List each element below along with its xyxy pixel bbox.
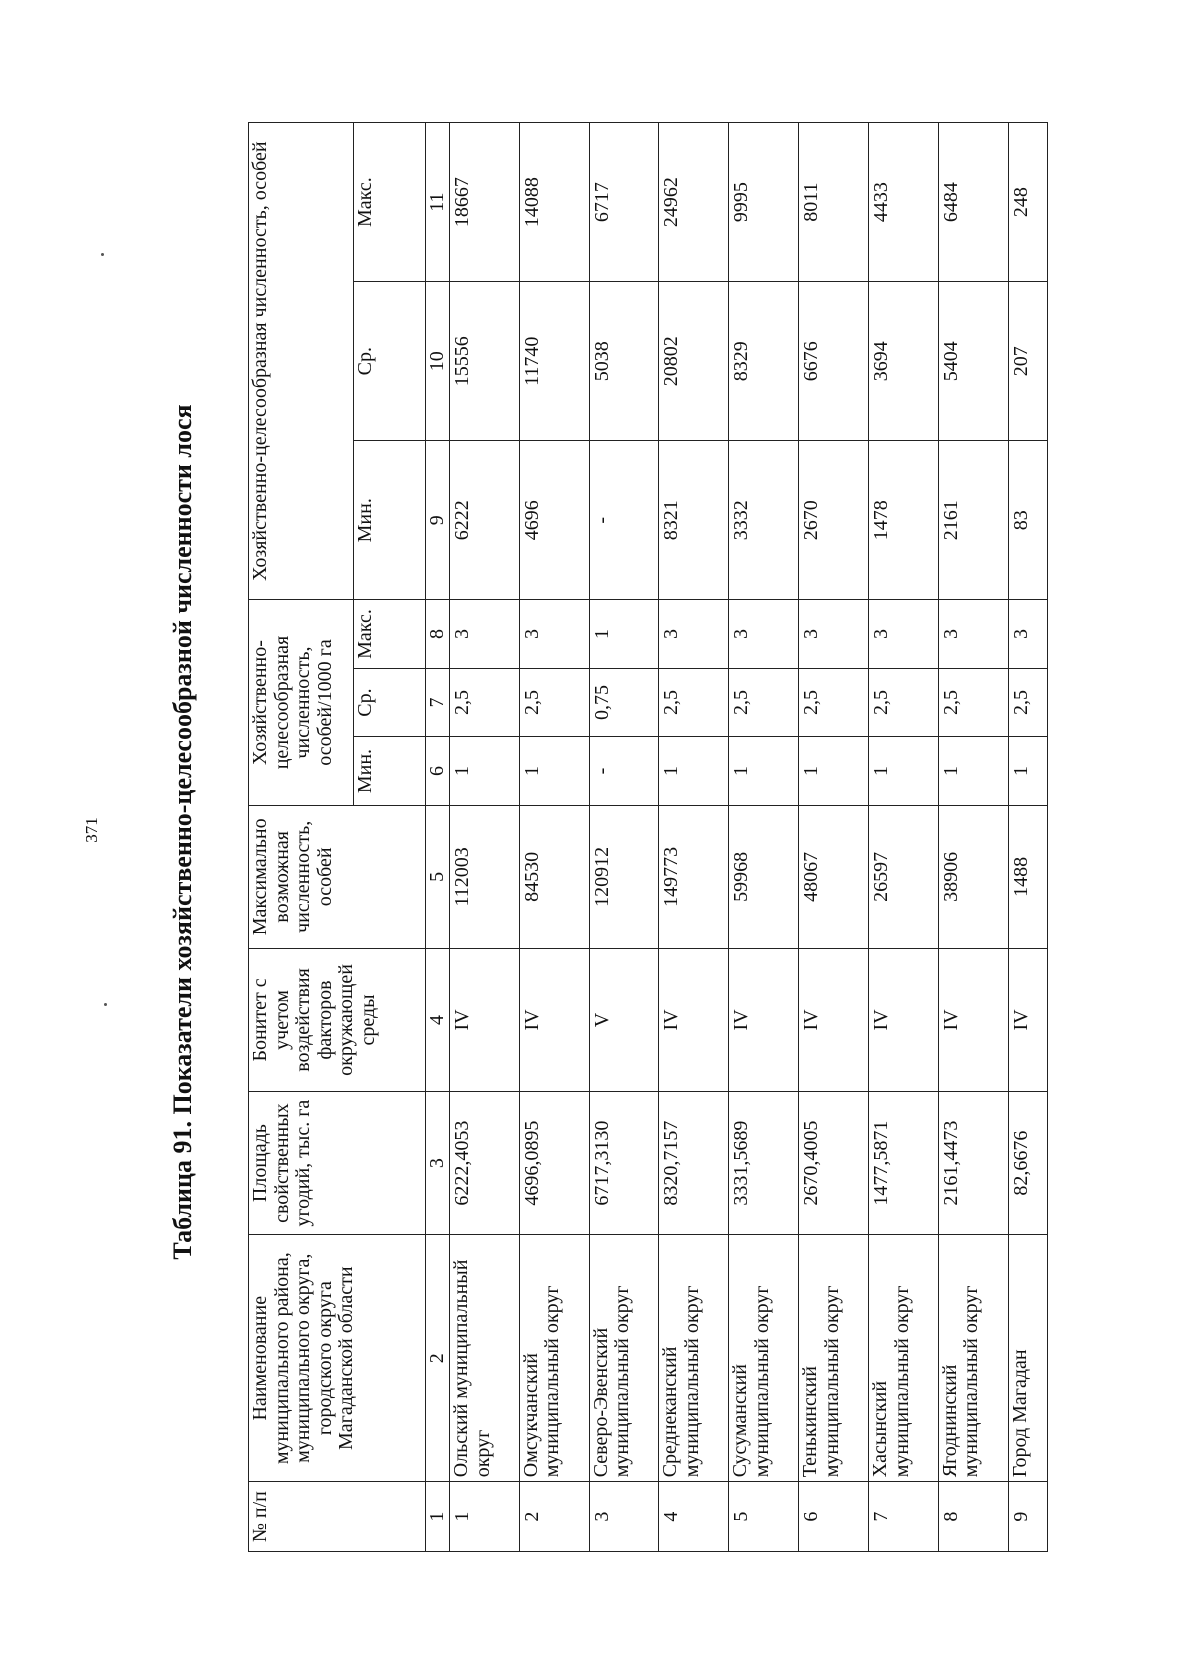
density-max-value: 3: [868, 600, 938, 669]
count-max-value: 9995: [729, 123, 799, 282]
column-number: 11: [426, 123, 450, 282]
area-value: 8320,7157: [659, 1092, 729, 1235]
scan-speck: [104, 1003, 107, 1006]
header-density: Хозяйственно-целесообразная численность, особей/1000 га: [249, 600, 354, 806]
column-number: 2: [426, 1235, 450, 1482]
count-min-value: 8321: [659, 441, 729, 600]
density-min-value: 1: [799, 737, 869, 806]
count-avg-value: 11740: [519, 282, 589, 441]
header-max-population: Максимально возможная численность, особей: [249, 805, 426, 948]
column-number: 5: [426, 805, 450, 948]
column-number: 9: [426, 441, 450, 600]
row-number: 4: [659, 1482, 729, 1552]
column-number: 7: [426, 668, 450, 737]
density-max-value: 3: [799, 600, 869, 669]
count-max-value: 6484: [938, 123, 1008, 282]
max-population-value: 120912: [589, 805, 659, 948]
count-avg-value: 8329: [729, 282, 799, 441]
density-avg-value: 2,5: [519, 668, 589, 737]
count-max-value: 4433: [868, 123, 938, 282]
district-name: Хасынский муниципальный округ: [868, 1235, 938, 1482]
max-population-value: 149773: [659, 805, 729, 948]
area-value: 4696,0895: [519, 1092, 589, 1235]
density-avg-value: 2,5: [938, 668, 1008, 737]
district-name: Ягоднинский муниципальный округ: [938, 1235, 1008, 1482]
table-row: [589, 123, 659, 1552]
table-row: [519, 123, 589, 1552]
bonitet-value: IV: [868, 948, 938, 1091]
header-count-avg: Ср.: [354, 282, 426, 441]
density-max-value: 3: [938, 600, 1008, 669]
bonitet-value: IV: [729, 948, 799, 1091]
count-max-value: 248: [1008, 123, 1047, 282]
district-name: Среднеканский муниципальный округ: [659, 1235, 729, 1482]
bonitet-value: V: [589, 948, 659, 1091]
district-name: Омсукчанский муниципальный округ: [519, 1235, 589, 1482]
density-min-value: 1: [938, 737, 1008, 806]
density-avg-value: 2,5: [729, 668, 799, 737]
density-max-value: 3: [729, 600, 799, 669]
header-area: Площадь свойственных угодий, тыс. га: [249, 1092, 426, 1235]
row-number: 5: [729, 1482, 799, 1552]
count-avg-value: 207: [1008, 282, 1047, 441]
density-max-value: 1: [589, 600, 659, 669]
density-max-value: 3: [659, 600, 729, 669]
page-title: Таблица 91. Показатели хозяйственно-целесообразной численности лося: [168, 404, 197, 1260]
bonitet-value: IV: [799, 948, 869, 1091]
bonitet-value: IV: [659, 948, 729, 1091]
max-population-value: 59968: [729, 805, 799, 948]
max-population-value: 26597: [868, 805, 938, 948]
density-avg-value: 0,75: [589, 668, 659, 737]
header-density-max: Макс.: [354, 600, 426, 669]
row-number: 1: [450, 1482, 520, 1552]
count-avg-value: 5038: [589, 282, 659, 441]
max-population-value: 84530: [519, 805, 589, 948]
row-number: 6: [799, 1482, 869, 1552]
table-row: [1008, 123, 1047, 1552]
count-min-value: 3332: [729, 441, 799, 600]
scan-speck: [101, 253, 104, 256]
area-value: 6222,4053: [450, 1092, 520, 1235]
count-min-value: 2670: [799, 441, 869, 600]
column-number: 4: [426, 948, 450, 1091]
row-number: 2: [519, 1482, 589, 1552]
density-min-value: 1: [659, 737, 729, 806]
column-number: 8: [426, 600, 450, 669]
area-value: 82,6676: [1008, 1092, 1047, 1235]
count-min-value: 83: [1008, 441, 1047, 600]
table-row: [799, 123, 869, 1552]
density-max-value: 3: [450, 600, 520, 669]
district-name: Северо-Эвенский муниципальный округ: [589, 1235, 659, 1482]
density-min-value: -: [589, 737, 659, 806]
max-population-value: 38906: [938, 805, 1008, 948]
count-min-value: 4696: [519, 441, 589, 600]
count-min-value: 6222: [450, 441, 520, 600]
count-avg-value: 15556: [450, 282, 520, 441]
count-min-value: 1478: [868, 441, 938, 600]
area-value: 2670,4005: [799, 1092, 869, 1235]
header-count-min: Мин.: [354, 441, 426, 600]
district-name: Сусуманский муниципальный округ: [729, 1235, 799, 1482]
district-name: Тенькинский муниципальный округ: [799, 1235, 869, 1482]
count-avg-value: 6676: [799, 282, 869, 441]
header-name: Наименование муниципального района, муниципального округа, городского округа Магаданской области: [249, 1235, 426, 1482]
column-number: 6: [426, 737, 450, 806]
count-avg-value: 3694: [868, 282, 938, 441]
column-number: 3: [426, 1092, 450, 1235]
row-number: 3: [589, 1482, 659, 1552]
density-min-value: 1: [519, 737, 589, 806]
area-value: 3331,5689: [729, 1092, 799, 1235]
table-row: [868, 123, 938, 1552]
header-density-avg: Ср.: [354, 668, 426, 737]
count-min-value: 2161: [938, 441, 1008, 600]
table-row: [938, 123, 1008, 1552]
row-number: 9: [1008, 1482, 1047, 1552]
max-population-value: 48067: [799, 805, 869, 948]
bonitet-value: IV: [450, 948, 520, 1091]
max-population-value: 1488: [1008, 805, 1047, 948]
moose-population-table: [248, 122, 1048, 1552]
header-count-max: Макс.: [354, 123, 426, 282]
density-avg-value: 2,5: [450, 668, 520, 737]
bonitet-value: IV: [1008, 948, 1047, 1091]
count-max-value: 18667: [450, 123, 520, 282]
header-count: Хозяйственно-целесообразная численность, особей: [249, 123, 354, 600]
area-value: 2161,4473: [938, 1092, 1008, 1235]
density-avg-value: 2,5: [868, 668, 938, 737]
district-name: Город Магадан: [1008, 1235, 1047, 1482]
header-bonitet: Бонитет с учетом воздействия факторов окружающей среды: [249, 948, 426, 1091]
max-population-value: 112003: [450, 805, 520, 948]
page-number: 371: [82, 817, 101, 843]
count-max-value: 14088: [519, 123, 589, 282]
density-min-value: 1: [1008, 737, 1047, 806]
rotated-table-container: [248, 122, 1048, 1552]
count-avg-value: 5404: [938, 282, 1008, 441]
count-avg-value: 20802: [659, 282, 729, 441]
bonitet-value: IV: [938, 948, 1008, 1091]
density-avg-value: 2,5: [659, 668, 729, 737]
row-number: 8: [938, 1482, 1008, 1552]
table-row: [450, 123, 520, 1552]
table-row: [659, 123, 729, 1552]
density-avg-value: 2,5: [1008, 668, 1047, 737]
count-max-value: 6717: [589, 123, 659, 282]
density-max-value: 3: [1008, 600, 1047, 669]
table-row: [729, 123, 799, 1552]
count-max-value: 8011: [799, 123, 869, 282]
density-min-value: 1: [450, 737, 520, 806]
count-min-value: -: [589, 441, 659, 600]
header-density-min: Мин.: [354, 737, 426, 806]
district-name: Ольский муниципальный округ: [450, 1235, 520, 1482]
header-num: № п/п: [249, 1482, 426, 1552]
count-max-value: 24962: [659, 123, 729, 282]
area-value: 1477,5871: [868, 1092, 938, 1235]
density-min-value: 1: [868, 737, 938, 806]
row-number: 7: [868, 1482, 938, 1552]
column-number: 10: [426, 282, 450, 441]
density-avg-value: 2,5: [799, 668, 869, 737]
density-min-value: 1: [729, 737, 799, 806]
area-value: 6717,3130: [589, 1092, 659, 1235]
density-max-value: 3: [519, 600, 589, 669]
column-number: 1: [426, 1482, 450, 1552]
bonitet-value: IV: [519, 948, 589, 1091]
